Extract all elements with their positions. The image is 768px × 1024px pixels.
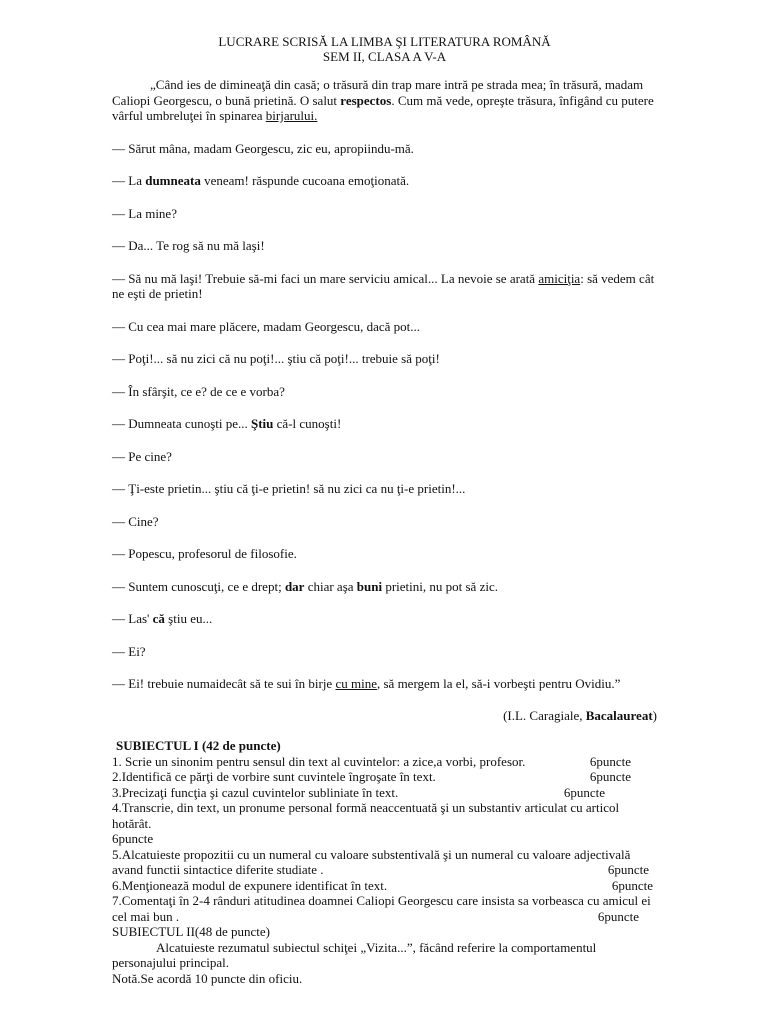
document-page	[112, 34, 657, 986]
dialog-text: — Ei?	[112, 643, 146, 659]
dialog-text: — Popescu, profesorul de filosofie.	[112, 546, 297, 561]
dialog-bold-word: dar	[284, 578, 305, 594]
question-text: 2.Identifică ce părţi de vorbire sunt cuvintele îngroşate în text.	[112, 769, 436, 784]
dialog-underlined-word: cu mine	[335, 676, 377, 691]
dialog-line	[112, 271, 657, 302]
question-item	[112, 754, 657, 770]
question-text: 5.Alcatuieste propozitii cu un numeral cu valoare substentivală şi un numeral cu valoare adjectivală avand functii sintactice diferite studiate .	[112, 846, 631, 877]
dialog-bold-word: buni	[356, 578, 383, 594]
question-text: 6.Menţionează modul de expunere identificat în text.	[112, 877, 388, 893]
dialog-bold-word: dumneata	[145, 173, 201, 188]
dialog-text: — La	[112, 173, 146, 188]
dialog-text: — Pe cine?	[112, 448, 172, 464]
dialog-line	[112, 546, 657, 562]
dialog-text: — Să nu mă laşi! Trebuie să-mi faci un mare serviciu amical... La nevoie se arată	[112, 270, 539, 286]
dialog-text: — Las'	[112, 611, 153, 626]
narrative-text: . Cum mă vede, opreşte trăsura, înfigând cu putere vârful umbreluţei în spinarea	[112, 92, 654, 123]
question-item	[112, 878, 657, 894]
dialog-text: — În sfârşit, ce e? de ce e vorba?	[112, 383, 285, 399]
narrative-underlined-word: birjarului.	[265, 108, 318, 123]
header-subtitle: SEM II, CLASA A V-A	[322, 49, 447, 64]
dialog-text: : să vedem cât ne eşti de prietin!	[112, 270, 655, 301]
question-text: 4.Transcrie, din text, un pronume personal formă neaccentuată şi un substantiv articulat cu articol hotărât.	[112, 800, 620, 831]
dialog-text: chiar aşa	[304, 578, 357, 594]
question-text: 1. Scrie un sinonim pentru sensul din text al cuvintelor: a zice,a vorbi, profesor.	[112, 753, 526, 769]
subject-two	[112, 924, 657, 971]
citation-work-title: Bacalaureat	[585, 707, 653, 723]
source-citation	[112, 708, 657, 724]
dialog-text: — Poţi!... să nu zici că nu poţi!... ştiu că poţi!... trebuie să poţi!	[112, 351, 440, 366]
dialog-text: — Da... Te rog să nu mă laşi!	[112, 238, 265, 253]
grading-note: Notă.Se acordă 10 puncte din oficiu.	[112, 970, 303, 986]
dialog-text: — Ei! trebuie numaidecât să te sui în birje	[112, 676, 336, 691]
dialog-block	[112, 141, 657, 692]
dialog-line	[112, 319, 657, 335]
dialog-line	[112, 351, 657, 367]
dialog-line	[112, 416, 657, 432]
dialog-line	[112, 481, 657, 497]
dialog-line	[112, 644, 657, 660]
question-item	[112, 893, 657, 924]
dialog-line	[112, 579, 657, 595]
header-title: LUCRARE SCRISĂ LA LIMBA ŞI LITERATURA ROMÂNĂ	[218, 34, 551, 49]
dialog-line	[112, 206, 657, 222]
question-points: 6puncte	[589, 769, 631, 784]
dialog-text: ştiu eu...	[164, 611, 213, 626]
question-points: 6puncte	[112, 831, 154, 846]
dialog-line	[112, 449, 657, 465]
dialog-text: — Cu cea mai mare plăcere, madam Georgescu, dacă pot...	[112, 318, 421, 334]
citation-text: (I.L. Caragiale,	[503, 707, 586, 723]
dialog-line	[112, 141, 657, 157]
dialog-bold-word: că	[152, 611, 165, 626]
dialog-bold-word: Ştiu	[251, 416, 274, 431]
question-item	[112, 800, 657, 847]
dialog-text: veneam! răspunde cucoana emoţionată.	[200, 173, 410, 188]
narrative-paragraph	[112, 77, 657, 124]
dialog-text: — Suntem cunoscuţi, ce e drept;	[112, 578, 285, 594]
question-item	[112, 769, 657, 785]
dialog-line	[112, 611, 657, 627]
dialog-text: — Sărut mâna, madam Georgescu, zic eu, apropiindu-mă.	[112, 140, 414, 156]
subject-two-title: SUBIECTUL II(48 de puncte)	[112, 924, 271, 939]
dialog-text: — Dumneata cunoşti pe...	[112, 416, 251, 431]
dialog-text: , să mergem la el, să-i vorbeşti pentru Ovidiu.”	[376, 676, 621, 691]
subject-two-text: Alcatuieste rezumatul subiectul schiţei „Vizita...”, făcând referire la comportamentul personajului principal.	[112, 939, 597, 970]
dialog-underlined-word: amiciţia	[538, 270, 581, 286]
dialog-line	[112, 173, 657, 189]
question-points: 6puncte	[563, 784, 605, 800]
question-item	[112, 847, 657, 878]
question-points: 6puncte	[597, 908, 639, 924]
narrative-bold-word: respectos	[340, 92, 392, 108]
question-points: 6puncte	[589, 753, 631, 769]
dialog-line	[112, 238, 657, 254]
question-points: 6puncte	[607, 862, 649, 877]
narrative-text: „Când ies de dimineaţă din casă; o trăsură din trap mare intră pe strada mea; în trăsură, madam Caliopi Georgescu, o bună prietină. O salut	[112, 77, 644, 108]
document-header	[112, 34, 657, 64]
dialog-text: prietini, nu pot să zic.	[382, 578, 498, 594]
subject-one-title: SUBIECTUL I (42 de puncte)	[116, 738, 281, 753]
question-points: 6puncte	[611, 877, 653, 893]
question-text: 7.Comentaţi în 2-4 rânduri atitudinea doamnei Caliopi Georgescu care insista sa vorbeasca cu amicul ei cel mai bun .	[112, 893, 651, 924]
dialog-text: — Ţi-este prietin... ştiu că ţi-e prietin! să nu zici ca nu ţi-e prietin!...	[112, 481, 466, 496]
dialog-line	[112, 514, 657, 530]
subject-one	[112, 738, 657, 924]
dialog-text: că-l cunoşti!	[273, 416, 342, 431]
question-item	[112, 785, 657, 801]
dialog-line	[112, 384, 657, 400]
question-text: 3.Precizaţi funcţia şi cazul cuvintelor subliniate în text.	[112, 784, 399, 800]
dialog-text: — Cine?	[112, 513, 159, 529]
dialog-text: — La mine?	[112, 205, 177, 221]
dialog-line	[112, 676, 657, 692]
citation-text: )	[652, 707, 657, 723]
